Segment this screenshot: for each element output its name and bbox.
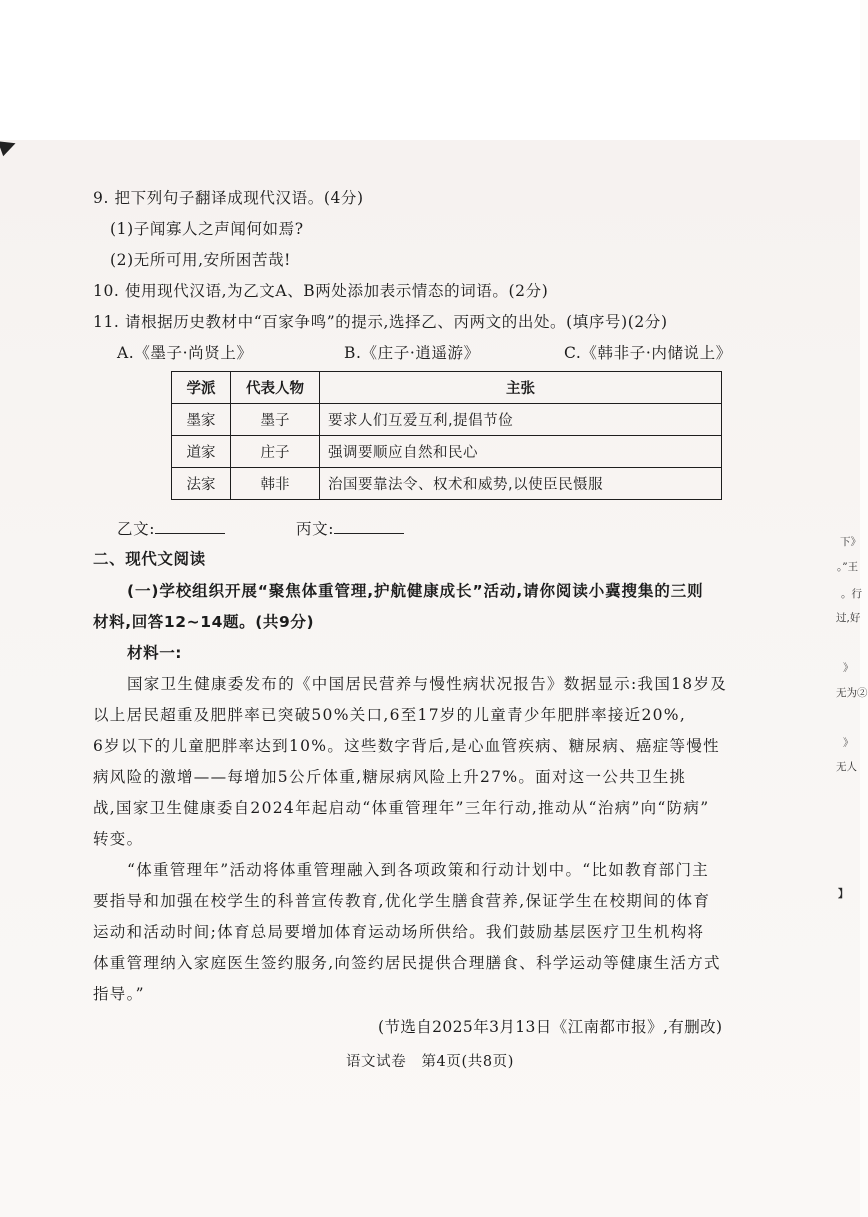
source-citation: (节选自2025年3月13日《江南都市报》,有删改) xyxy=(378,1018,723,1036)
table-header: 主张 xyxy=(320,372,722,404)
table-row xyxy=(172,404,722,436)
left-fragment: 。”王 xyxy=(837,561,859,573)
paragraph-line: 要指导和加强在校学生的科普宣传教育,优化学生膳食营养,保证学生在校期间的体育 xyxy=(93,892,711,910)
table-row xyxy=(172,436,722,468)
paragraph-line: 战,国家卫生健康委自2024年起启动“体重管理年”三年行动,推动从“治病”向“防病” xyxy=(93,799,710,817)
paragraph-line: 转变。 xyxy=(93,830,144,848)
page-footer: 语文试卷 第4页(共8页) xyxy=(345,1054,515,1070)
answer-blank-bing[interactable] xyxy=(334,519,404,534)
table-cell: 韩非 xyxy=(231,468,320,500)
answer-label-bing: 丙文: xyxy=(296,520,335,538)
question-9: 9. 把下列句子翻译成现代汉语。(4分) xyxy=(93,189,364,207)
answer-blank-yi[interactable] xyxy=(155,519,225,534)
section-intro: 材料,回答12~14题。(共9分) xyxy=(93,613,315,631)
option-a: A.《墨子·尚贤上》 xyxy=(117,344,253,362)
left-fragment: 》 xyxy=(843,662,854,674)
hundred-schools-table xyxy=(171,371,722,500)
paragraph-line: 体重管理纳入家庭医生签约服务,向签约居民提供合理膳食、科学运动等健康生活方式 xyxy=(93,954,721,972)
paragraph-line: 6岁以下的儿童肥胖率达到10%。这些数字背后,是心血管疾病、糖尿病、癌症等慢性 xyxy=(93,737,720,755)
left-fragment: 》 xyxy=(843,737,854,749)
answer-label-yi: 乙文: xyxy=(117,520,156,538)
option-c: C.《韩非子·内储说上》 xyxy=(564,344,732,362)
paragraph-line: 国家卫生健康委发布的《中国居民营养与慢性病状况报告》数据显示:我国18岁及 xyxy=(127,675,728,693)
question-9-item-1: (1)子闻寡人之声闻何如焉? xyxy=(110,220,304,238)
table-header: 学派 xyxy=(172,372,231,404)
table-cell: 要求人们互爱互利,提倡节俭 xyxy=(320,404,722,436)
table-cell: 法家 xyxy=(172,468,231,500)
answer-line-yi xyxy=(117,519,225,539)
question-9-item-2: (2)无所可用,安所困苦哉! xyxy=(110,251,292,269)
left-fragment: 无人 xyxy=(836,761,857,773)
option-b: B.《庄子·逍遥游》 xyxy=(344,344,480,362)
section-intro: (一)学校组织开展“聚焦体重管理,护航健康成长”活动,请你阅读小冀搜集的三则 xyxy=(127,582,704,600)
paragraph-line: 指导。” xyxy=(93,985,145,1003)
material-label: 材料一: xyxy=(127,644,183,662)
left-fragment: 。行 xyxy=(841,588,862,600)
table-cell: 庄子 xyxy=(231,436,320,468)
paragraph-line: “体重管理年”活动将体重管理融入到各项政策和行动计划中。“比如教育部门主 xyxy=(127,861,710,879)
question-11: 11. 请根据历史教材中“百家争鸣”的提示,选择乙、丙两文的出处。(填序号)(2分) xyxy=(93,313,668,331)
paragraph-line: 以上居民超重及肥胖率已突破50%关口,6至17岁的儿童青少年肥胖率接近20%, xyxy=(93,706,687,724)
table-row xyxy=(172,468,722,500)
answer-line-bing xyxy=(296,519,404,539)
table-cell: 强调要顺应自然和民心 xyxy=(320,436,722,468)
left-fragment: 过,好 xyxy=(836,612,861,624)
scanner-margin xyxy=(0,0,860,145)
table-header: 代表人物 xyxy=(231,372,320,404)
paragraph-line: 运动和活动时间;体育总局要增加体育运动场所供给。我们鼓励基层医疗卫生机构将 xyxy=(93,923,705,941)
left-fragment: 无为② xyxy=(836,687,868,699)
section-title: 二、现代文阅读 xyxy=(93,550,206,568)
table-cell: 墨家 xyxy=(172,404,231,436)
left-fragment: 下》 xyxy=(840,536,861,548)
paragraph-line: 病风险的激增——每增加5公斤体重,糖尿病风险上升27%。面对这一公共卫生挑 xyxy=(93,768,687,786)
table-cell: 治国要靠法令、权术和威势,以使臣民慑服 xyxy=(320,468,722,500)
left-fragment: 】 xyxy=(838,888,849,900)
question-10: 10. 使用现代汉语,为乙文A、B两处添加表示情态的词语。(2分) xyxy=(93,282,549,300)
table-cell: 墨子 xyxy=(231,404,320,436)
table-header-row xyxy=(172,372,722,404)
table-cell: 道家 xyxy=(172,436,231,468)
